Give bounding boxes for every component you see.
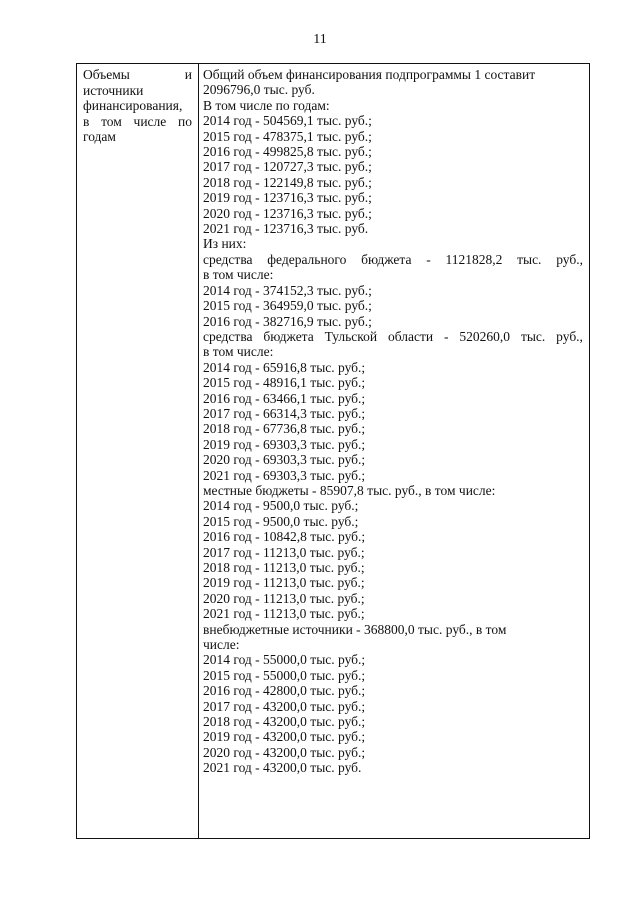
federal-line [203,252,583,267]
year-line: 2020 год - 43200,0 тыс. руб.; [203,744,366,760]
header-word: и [184,67,192,82]
line-word: 1121828,2 [445,251,503,267]
extra-years-list [203,652,583,775]
regional-years-list [203,360,583,483]
of-them-label: Из них: [203,236,247,252]
year-line: 2015 год - 48916,1 тыс. руб.; [203,375,366,391]
regional-line: в том числе: [203,344,274,360]
line-word: 520260,0 [459,328,511,344]
year-line: 2014 год - 504569,1 тыс. руб.; [203,113,372,129]
year-line: 2016 год - 63466,1 тыс. руб.; [203,390,366,406]
year-line: 2020 год - 11213,0 тыс. руб.; [203,590,365,606]
financing-table [76,63,590,839]
total-years-list [203,113,583,236]
header-line: финансирования, [83,98,183,113]
year-line: 2017 год - 66314,3 тыс. руб.; [203,405,366,421]
year-line: 2018 год - 11213,0 тыс. руб.; [203,560,365,575]
year-line: 2019 год - 69303,3 тыс. руб.; [203,436,366,452]
header-word: числе [133,113,167,129]
line-word: руб., [556,328,583,344]
year-line: 2016 год - 382716,9 тыс. руб.; [203,313,372,329]
table-content-cell [199,64,589,838]
year-line: 2014 год - 55000,0 тыс. руб.; [203,652,366,668]
header-line [83,67,192,83]
regional-line [203,329,583,344]
total-line: 2096796,0 тыс. руб. [203,82,315,98]
by-years-label: В том числе по годам: [203,97,330,113]
year-line: 2020 год - 123716,3 тыс. руб.; [203,205,372,221]
line-word: федерального [267,251,347,267]
year-line: 2017 год - 43200,0 тыс. руб.; [203,698,366,714]
line-word: руб., [556,251,583,267]
line-word: бюджета [361,251,412,267]
year-line: 2020 год - 69303,3 тыс. руб.; [203,452,366,468]
header-line: источники [83,82,144,98]
total-line: Общий объем финансирования подпрограммы 1 составит [203,67,536,82]
extra-line: внебюджетные источники - 368800,0 тыс. руб., в том [203,621,507,637]
year-line: 2017 год - 120727,3 тыс. руб.; [203,159,372,175]
line-word: Тульской [324,328,378,344]
year-line: 2018 год - 67736,8 тыс. руб.; [203,421,366,437]
header-word: в [83,113,90,129]
year-line: 2017 год - 11213,0 тыс. руб.; [203,544,365,560]
header-word: Объемы [83,67,130,82]
header-word: том [101,113,122,129]
header-word: по [178,113,192,129]
line-word: средства [203,328,253,344]
year-line: 2019 год - 11213,0 тыс. руб.; [203,575,365,591]
year-line: 2016 год - 499825,8 тыс. руб.; [203,144,372,160]
local-years-list [203,498,583,621]
page-number: 11 [313,32,327,47]
year-line: 2018 год - 122149,8 тыс. руб.; [203,174,372,190]
line-word: - [426,251,431,267]
year-line: 2015 год - 364959,0 тыс. руб.; [203,298,372,314]
year-line: 2019 год - 123716,3 тыс. руб.; [203,190,372,206]
federal-years-list [203,283,583,329]
line-word: области [388,328,434,344]
year-line: 2021 год - 11213,0 тыс. руб.; [203,606,365,622]
year-line: 2016 год - 10842,8 тыс. руб.; [203,529,366,545]
year-line: 2014 год - 374152,3 тыс. руб.; [203,282,372,298]
year-line: 2014 год - 65916,8 тыс. руб.; [203,359,366,375]
local-line: местные бюджеты - 85907,8 тыс. руб., в том числе: [203,482,496,498]
line-word: - [444,328,449,344]
year-line: 2015 год - 55000,0 тыс. руб.; [203,667,366,683]
table-header-cell [77,64,199,838]
federal-line: в том числе: [203,267,274,283]
line-word: тыс. [517,251,542,267]
header-line: годам [83,129,116,144]
header-line [83,114,192,130]
year-line: 2016 год - 42800,0 тыс. руб.; [203,683,366,699]
year-line: 2019 год - 43200,0 тыс. руб.; [203,729,366,745]
line-word: тыс. [520,328,546,344]
year-line: 2015 год - 9500,0 тыс. руб.; [203,513,359,529]
line-word: бюджета [263,328,314,344]
year-line: 2021 год - 43200,0 тыс. руб. [203,760,362,776]
year-line: 2021 год - 123716,3 тыс. руб. [203,221,369,237]
extra-line: числе: [203,637,240,653]
year-line: 2018 год - 43200,0 тыс. руб.; [203,714,366,730]
line-word: средства [203,251,253,267]
year-line: 2021 год - 69303,3 тыс. руб.; [203,467,366,483]
year-line: 2014 год - 9500,0 тыс. руб.; [203,498,359,514]
year-line: 2015 год - 478375,1 тыс. руб.; [203,128,372,144]
